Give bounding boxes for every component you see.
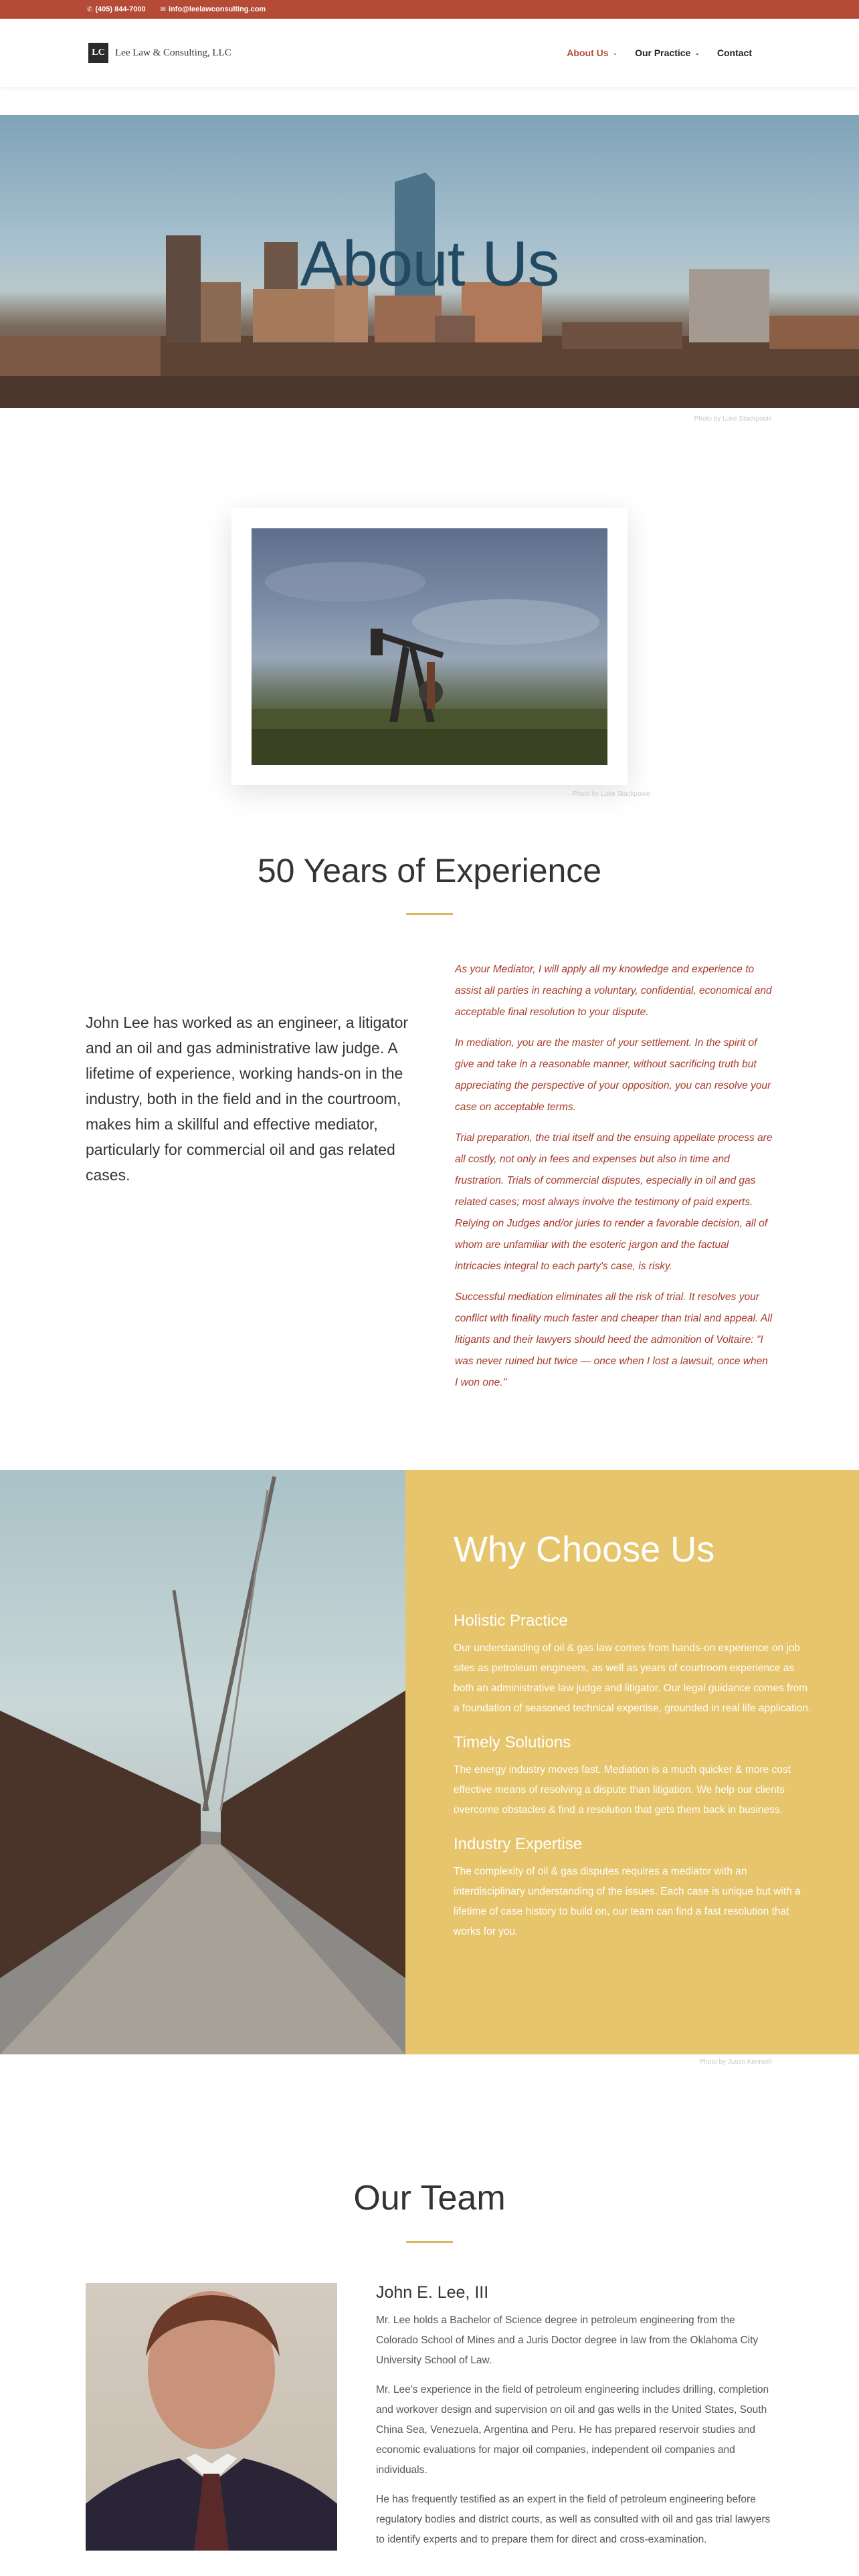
experience-paragraph: Trial preparation, the trial itself and the ensuing appellate process are all costly, not only in fees and expenses but also in time and frustration. Trials of commercial disputes, especially in oil and gas related cases; most always involve the testimony of paid experts. Relying on Judges and/or juries to render a favorable decision, all of whom are unfamiliar with the esoteric jargon and the factual intricacies integral to each party's case, is risky. (455, 1132, 773, 1272)
logo-text: Lee Law & Consulting, LLC (115, 47, 231, 58)
envelope-icon: ✉ (160, 5, 167, 13)
nav-about-us-label: About Us (567, 47, 609, 58)
experience-quote-block (455, 959, 773, 1403)
nav-our-practice[interactable] (635, 47, 700, 58)
experience-paragraph: In mediation, you are the master of your settlement. In the spirit of give and take in a reasonable manner, without sacrificing truth but appreciating the perspective of your opposition, you can resolve your case on acceptable terms. (455, 1037, 771, 1113)
team-member-portrait (86, 2283, 337, 2551)
top-bar (0, 0, 859, 19)
why-photo-credit: Photo by Justin Kenneth (699, 2058, 772, 2066)
phone-number: (405) 844-7000 (95, 5, 146, 13)
nav-contact[interactable] (717, 47, 752, 58)
why-heading-holistic: Holistic Practice (454, 1612, 568, 1630)
email-link[interactable] (161, 5, 266, 13)
site-header (0, 19, 859, 87)
feature-image-card (231, 508, 628, 785)
nav-our-practice-label: Our Practice (635, 47, 691, 58)
bridge-graphic (0, 1470, 405, 2054)
email-address: info@leelawconsulting.com (169, 5, 266, 13)
portrait-graphic (86, 2283, 337, 2551)
experience-paragraph: As your Mediator, I will apply all my knowledge and experience to assist all parties in reaching a voluntary, confidential, economical and acceptable final resolution to your dispute. (455, 964, 772, 1018)
experience-title: 50 Years of Experience (257, 852, 602, 889)
phone-link[interactable] (87, 5, 146, 13)
bio-paragraph: He has frequently testified as an expert in the field of petroleum engineering before regulatory bodies and district courts, as well as consulted with oil and gas trial lawyers to identify experts and to prepare them for direct and cross-examination. (376, 2494, 771, 2545)
why-text-expertise: The complexity of oil & gas disputes requires a mediator with an interdisciplinary understanding of the issues. Each case is unique but with a lifetime of case history to build on, our team can find a fast resolution that works for you. (454, 1866, 801, 1937)
team-section (0, 2283, 859, 2559)
logo-mark: LC (88, 43, 108, 63)
bio-paragraph: Mr. Lee holds a Bachelor of Science degree in petroleum engineering from the Colorado School of Mines and a Juris Doctor degree in law from the Oklahoma City University School of Law. (376, 2315, 759, 2366)
why-heading-timely: Timely Solutions (454, 1733, 571, 1751)
experience-section (0, 959, 859, 1403)
why-text-timely: The energy industry moves fast. Mediation is a much quicker & more cost effective means of resolving a dispute than litigation. We help our clients overcome obstacles & find a resolution that gets them back in business. (454, 1764, 791, 1816)
team-member-bio (376, 2283, 772, 2559)
phone-icon: ✆ (87, 5, 93, 13)
why-choose-us-section (0, 1470, 859, 2054)
experience-paragraph: Successful mediation eliminates all the risk of trial. It resolves your conflict with finality much faster and cheaper than trial and appeal. All litigants and their lawyers should heed the admonition of Voltaire: "I was never ruined but twice — once when I lost a lawsuit, once when I won one." (455, 1291, 773, 1388)
section-divider (406, 913, 453, 915)
feature-photo-credit: Photo by Luke Stackpoole (572, 790, 650, 798)
team-member-name: John E. Lee, III (376, 2283, 489, 2302)
hero-banner (0, 115, 859, 423)
why-choose-us-panel (405, 1470, 859, 2054)
team-title: Our Team (353, 2179, 506, 2218)
site-logo[interactable] (88, 43, 231, 63)
hero-photo-credit: Photo by Luke Stackpoole (694, 415, 772, 423)
experience-intro: John Lee has worked as an engineer, a litigator and an oil and gas administrative law judge. A lifetime of experience, working hands-on in the industry, both in the field and in the courtroom, makes him a skillful and effective mediator, particularly for commercial oil and gas related cases. (86, 1014, 409, 1184)
chevron-down-icon: ⌄ (694, 49, 700, 56)
nav-contact-label: Contact (717, 47, 752, 58)
section-divider (406, 2241, 453, 2243)
main-nav (567, 47, 752, 58)
why-text-holistic: Our understanding of oil & gas law comes from hands-on experience on job sites as petroleum engineers, as well as years of courtroom experience as both an administrative law judge and litigator. Our legal guidance comes from a foundation of seasoned technical expertise, grounded in real life application. (454, 1642, 812, 1714)
why-heading-expertise: Industry Expertise (454, 1835, 583, 1853)
bio-paragraph: Mr. Lee's experience in the field of petroleum engineering includes drilling, completion and workover design and supervision on oil and gas wells in the United States, South China Sea, Venezuela, Argentina and Peru. He has prepared reservoir studies and economic evaluations for major oil companies, independent oil companies and individuals. (376, 2384, 769, 2476)
chevron-down-icon: ⌄ (612, 49, 618, 56)
why-title: Why Choose Us (454, 1529, 715, 1570)
bridge-image (0, 1470, 405, 2054)
nav-about-us[interactable] (567, 47, 617, 58)
pumpjack-graphic (252, 528, 607, 765)
pumpjack-image (252, 528, 607, 765)
hero-title: About Us (300, 228, 559, 300)
